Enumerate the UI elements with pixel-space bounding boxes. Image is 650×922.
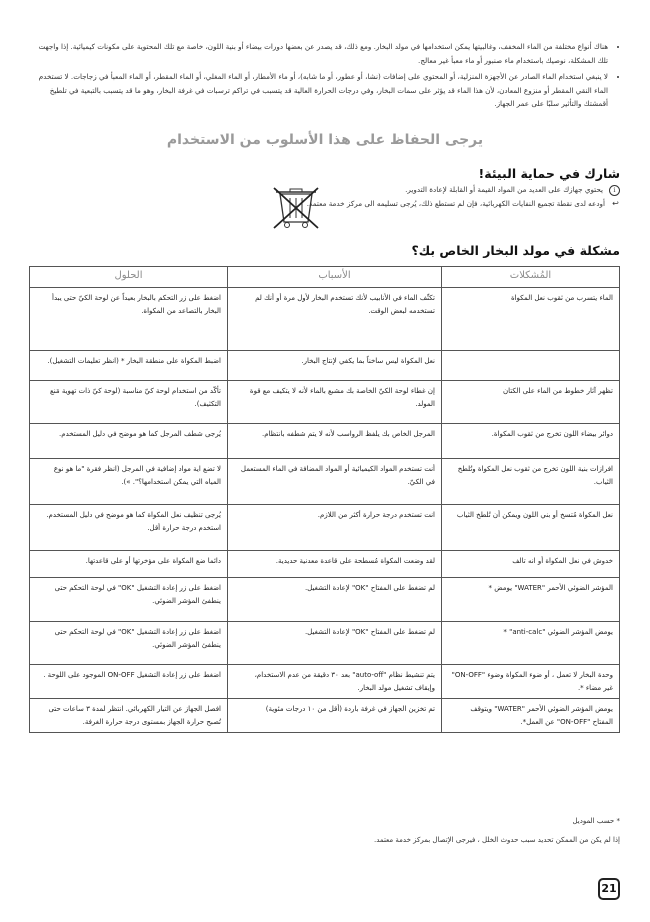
table-row	[30, 505, 620, 551]
intro-bullet: • هناك أنواع مختلفة من الماء المخفف، وغالبيتها يمكن استخدامها في مولد البخار. ومع ذلك، قد يصدر عن بعضها دورات بيضاء أو بنية اللون، خاصة مع تلك المحتوية على مكونات كيميائية. إذا واجهت تلك المشكلة، نوصيك باستخدام ماء صنبور أو ماء معبأ غير معالج.	[30, 40, 608, 67]
cause-cell: لم تضغط على المفتاح "OK" لإعادة التشغيل.	[228, 578, 442, 622]
intro-bullet: • لا ينبغي استخدام الماء الصادر عن الأجهزة المنزلية، أو المحتوي على إضافات (نشا، أو عطور، أو ما شابه)، أو ماء الأمطار، أو الماء المغلي، أو الماء المقطر، أو الماء المعبأ في زجاجات. لا تستخدم الماء النقي المقطر أو منزوع المعادن، لأن هذا الماء قد يؤثر على سمات البخار، وفي درجات الحرارة العالية قد يتسبب في تراكم ترسبات في غرفة البخار، وهو ما قد يتسبب بالتبعية في تلطيخ أقمشتك والتأثير سلبًا على عمر الجهاز.	[30, 70, 608, 111]
environment-line-1-text: يحتوي جهازك على العديد من المواد القيمة أو القابلة لإعادة التدوير.	[405, 185, 603, 194]
solution-cell: اضغط على زر التحكم بالبخار بعيداً عن لوحة الكيّ حتى يبدأ البخار بالتصاعد من المكواة.	[30, 288, 228, 351]
solution-cell: اضغط على زر إعادة التشغيل ON-OFF الموجود على اللوحة .	[30, 665, 228, 699]
table-row	[30, 578, 620, 622]
problem-cell: نعل المكواة مُتسخ أو بني اللون ويمكن أن تُلطخ الثياب	[442, 505, 620, 551]
solution-cell: يُرجى شطف المرجل كما هو موضح في دليل المستخدم.	[30, 424, 228, 459]
solution-cell: دائما ضع المكواة على مؤخرتها أو على قاعدتها.	[30, 551, 228, 578]
solution-cell: افصل الجهاز عن التيار الكهربائي. انتظر لمدة ٣ ساعات حتى تُصبح حرارة الجهاز بمستوى درجة حرارة الغرفة.	[30, 699, 228, 733]
solution-cell: تأكّد من استخدام لوحة كيّ مناسبة (لوحة كيّ ذات تهوية مَنع التكثيف).	[30, 381, 228, 424]
info-icon: i	[609, 185, 620, 196]
header-causes: الأسباب	[228, 267, 442, 288]
table-row	[30, 459, 620, 505]
table-row	[30, 551, 620, 578]
cause-cell: أنت تستخدم المواد الكيميائية أو المواد المضافة في الماء المستعمل في الكيّ.	[228, 459, 442, 505]
troubleshooting-heading: مشكلة في مولد البخار الخاص بك؟	[411, 243, 620, 258]
problem-cell: افرازات بنية اللون تخرج من ثقوب نعل المكواة وتُلطخ الثياب.	[442, 459, 620, 505]
model-footnote: * حسب الموديل	[572, 817, 620, 825]
cause-cell: إن غطاء لوحة الكيّ الخاصة بك مشبع بالماء لأنه لا يتكيف مع قوة المولد.	[228, 381, 442, 424]
environment-heading: شارك في حماية البيئة!	[478, 166, 620, 181]
crossed-out-bin-icon	[268, 186, 324, 230]
problem-cell: يومض المؤشر الضوئي "anti-calc" *	[442, 622, 620, 665]
table-row	[30, 424, 620, 459]
cause-cell: لم تضغط على المفتاح "OK" لإعادة التشغيل.	[228, 622, 442, 665]
problem-cell: دوائر بيضاء اللون تخرج من ثقوب المكواة.	[442, 424, 620, 459]
table-row	[30, 699, 620, 733]
cause-cell: تم تخزين الجهاز في غرفة باردة (أقل من ١٠ درجات مئوية)	[228, 699, 442, 733]
cause-cell: انت تستخدم درجة حرارة أكثر من اللازم.	[228, 505, 442, 551]
intro-bullet-list	[30, 40, 620, 111]
table-row	[30, 351, 620, 381]
table-row	[30, 381, 620, 424]
problem-cell: وحدة البخار لا تعمل ، أو ضوء المكواة وضوء "ON-OFF" غير مضاء *.	[442, 665, 620, 699]
cause-cell: يتم تنشيط نظام "auto-off" بعد ٣٠ دقيقة من عدم الاستخدام، وإيقاف تشغيل مولد البخار.	[228, 665, 442, 699]
table-row	[30, 665, 620, 699]
problem-cell: تظهر آثار خطوط من الماء على الكتان	[442, 381, 620, 424]
troubleshooting-table	[29, 266, 620, 733]
table-header-row	[30, 267, 620, 288]
environment-line-2-text: أودعه لدى نقطة تجميع النفايات الكهربائية، فإن لم تستطع ذلك، يُرجى تسليمه الى مركز خدمة معتمد.	[306, 199, 605, 208]
solution-cell: اضغط على زر إعادة التشغيل "OK" في لوحة التحكم حتى ينطفئ المؤشر الضوئي.	[30, 578, 228, 622]
cause-cell: تكثّف الماء في الأنابيب لأنك تستخدم البخار لأول مرة أو أنك لم تستخدمه لبعض الوقت.	[228, 288, 442, 351]
recycle-arrow-icon: ↩	[612, 199, 619, 208]
solution-cell: لا تضع اية مواد إضافية في المرجل (انظر فقرة "ما هو نوع المياه التي يمكن استخدامها؟". »).	[30, 459, 228, 505]
header-solutions: الحلول	[30, 267, 228, 288]
intro-section	[30, 40, 620, 114]
header-problems: المُشكلات	[442, 267, 620, 288]
cause-cell: نعل المكواة ليس ساخناً بما يكفي لإنتاج البخار.	[228, 351, 442, 381]
page-number: 21	[598, 878, 620, 900]
problem-cell: خدوش في نعل المكواة أو انه تالف	[442, 551, 620, 578]
solution-cell: اضبط المكواة على منطقة البخار * (انظر تعليمات التشغيل).	[30, 351, 228, 381]
table-row	[30, 622, 620, 665]
cause-cell: المرجل الخاص بك يلفظ الرواسب لأنه لا يتم شطفه بانتظام.	[228, 424, 442, 459]
solution-cell: اضغط على زر إعادة التشغيل "OK" في لوحة التحكم حتى ينطفئ المؤشر الضوئي.	[30, 622, 228, 665]
cause-cell: لقد وضعت المكواة مُسطحة على قاعدة معدنية حديدية.	[228, 551, 442, 578]
problem-cell: يومض المؤشر الضوئي الأحمر "WATER" ويتوقف المفتاح "ON-OFF" عن العمل*.	[442, 699, 620, 733]
table-row	[30, 288, 620, 351]
usage-motto-heading: يرجى الحفاظ على هذا الأسلوب من الاستخدام	[166, 132, 484, 148]
service-footnote: إذا لم يكن من الممكن تحديد سبب حدوث الخلل ، فيرجى الإتصال بمركز خدمة معتمد.	[374, 836, 620, 844]
problem-cell: المؤشر الضوئي الأحمر "WATER" يومض *	[442, 578, 620, 622]
problem-cell: الماء يتسرب من ثقوب نعل المكواة	[442, 288, 620, 351]
problem-cell	[442, 351, 620, 381]
solution-cell: يُرجى تنظيف نعل المكواة كما هو موضح في دليل المستخدم. استخدم درجة حرارة أقل.	[30, 505, 228, 551]
